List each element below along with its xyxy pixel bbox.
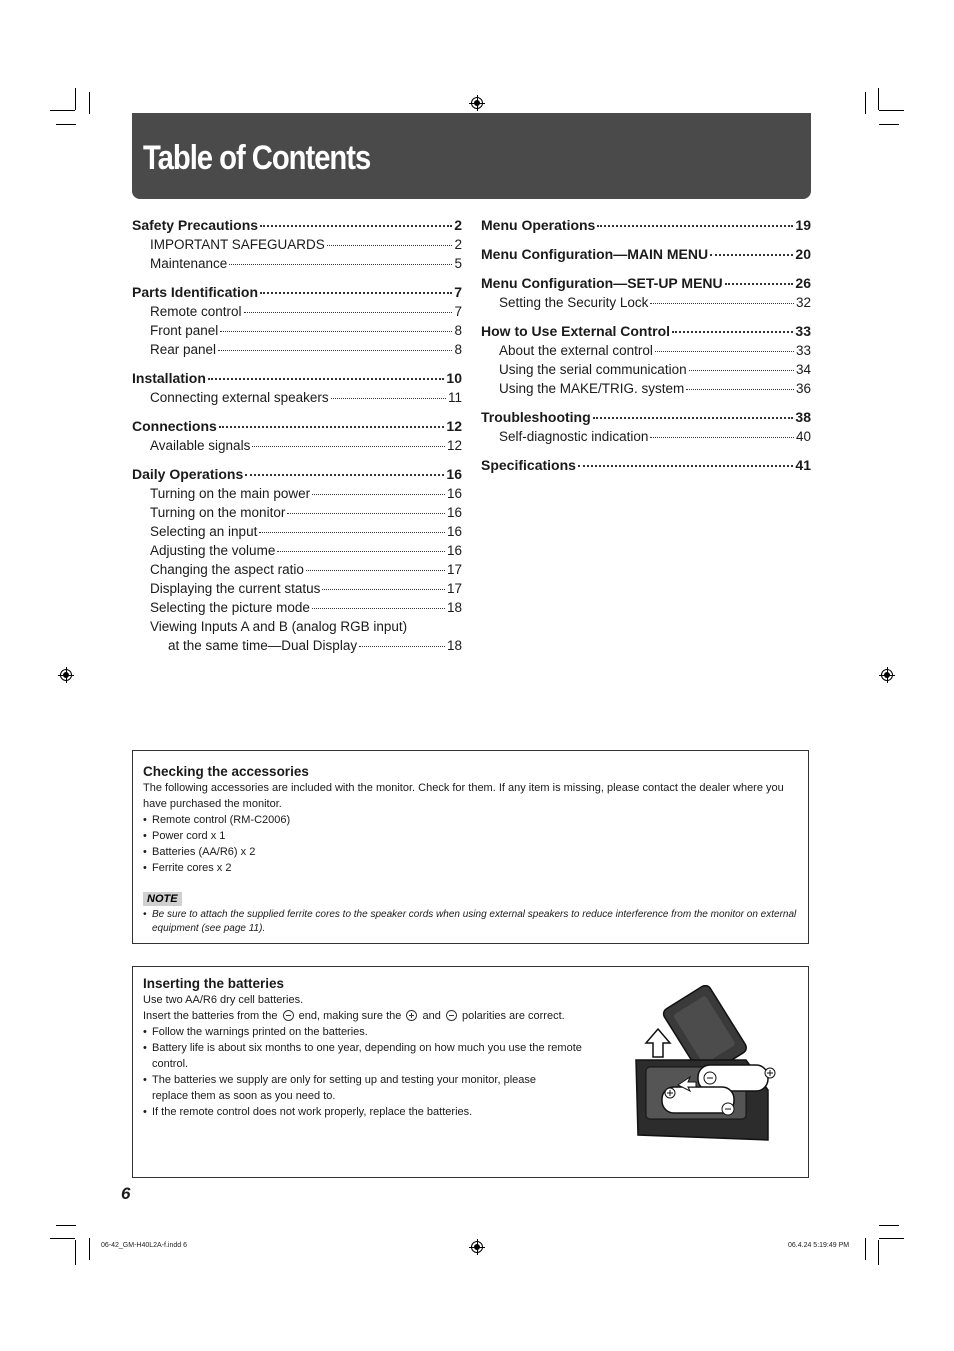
dot-leader: [593, 417, 794, 419]
toc-entry-page: 18: [446, 638, 462, 653]
toc-entry-page: 7: [454, 304, 462, 319]
dot-leader: [287, 513, 445, 514]
toc-heading[interactable]: [481, 456, 811, 475]
batteries-line2-part: polarities are correct.: [461, 1010, 565, 1022]
toc-entry-page: 16: [446, 505, 462, 520]
dot-leader: [672, 331, 793, 333]
list-item: • Remote control (RM-C2006): [143, 812, 798, 828]
toc-entry-page: 17: [446, 581, 462, 596]
toc-entry-label: Changing the aspect ratio: [150, 562, 304, 577]
toc-heading[interactable]: [481, 216, 811, 235]
toc-entry-page: 12: [446, 438, 462, 453]
toc-left-column: [132, 216, 462, 665]
toc-section: [481, 216, 811, 235]
toc-entry-page: 36: [795, 381, 811, 396]
toc-entry-page: 26: [795, 275, 811, 291]
toc-entry-page: 2: [454, 237, 462, 252]
toc-entry-page: 7: [454, 284, 462, 300]
registration-mark-icon: [471, 97, 483, 109]
footer-timestamp: 06.4.24 5:19:49 PM: [788, 1242, 850, 1249]
toc-entry[interactable]: [481, 379, 811, 398]
plus-icon: [406, 1010, 417, 1021]
toc-heading[interactable]: [481, 245, 811, 264]
toc-entry[interactable]: [132, 235, 462, 254]
batteries-line2-part: and: [422, 1010, 441, 1022]
dot-leader: [359, 646, 445, 647]
toc-heading[interactable]: [132, 465, 462, 484]
toc-entry[interactable]: [481, 341, 811, 360]
toc-entry-label: Menu Configuration—MAIN MENU: [481, 246, 709, 262]
toc-entry-label: Adjusting the volume: [150, 543, 276, 558]
dot-leader: [252, 446, 445, 447]
dot-leader: [578, 465, 794, 467]
toc-entry-label: Safety Precautions: [132, 217, 259, 233]
toc-entry-page: 33: [795, 323, 811, 339]
toc-entry-label: Maintenance: [150, 256, 228, 271]
toc-entry-label: Self-diagnostic indication: [499, 429, 649, 444]
toc-entry-page: 2: [454, 217, 462, 233]
toc-entry-label: Selecting the picture mode: [150, 600, 310, 615]
list-item: • Power cord x 1: [143, 828, 798, 844]
batteries-title: Inserting the batteries: [143, 976, 285, 991]
dot-leader: [655, 351, 794, 352]
toc-entry-label: Parts Identification: [132, 284, 259, 300]
toc-entry-label: Daily Operations: [132, 466, 244, 482]
batteries-list: [143, 1024, 613, 1120]
toc-entry-label: Viewing Inputs A and B (analog RGB input): [150, 619, 408, 634]
dot-leader: [277, 551, 445, 552]
toc-entry-page: 33: [795, 343, 811, 358]
toc-entry-page: 5: [454, 256, 462, 271]
toc-entry-label: IMPORTANT SAFEGUARDS: [150, 237, 325, 252]
dot-leader: [229, 264, 452, 265]
batteries-line2: [143, 1008, 613, 1024]
dot-leader: [218, 350, 452, 351]
toc-entry-page: 16: [446, 543, 462, 558]
toc-entry-page: 18: [446, 600, 462, 615]
toc-entry-page: 16: [446, 466, 462, 482]
dot-leader: [327, 245, 453, 246]
toc-entry-page: 12: [446, 418, 462, 434]
toc-entry[interactable]: [481, 427, 811, 446]
toc-entry[interactable]: [132, 503, 462, 522]
toc-entry-label: About the external control: [499, 343, 653, 358]
toc-entry-label: Turning on the monitor: [150, 505, 286, 520]
accessories-box: [132, 750, 809, 944]
toc-heading[interactable]: [132, 417, 462, 436]
dot-leader: [244, 312, 453, 313]
dot-leader: [686, 389, 794, 390]
toc-section: [132, 417, 462, 455]
toc-entry[interactable]: [132, 388, 462, 407]
toc-entry-label: Front panel: [150, 323, 219, 338]
toc-entry-page: 16: [446, 524, 462, 539]
toc-entry[interactable]: [132, 579, 462, 598]
toc-entry[interactable]: [132, 598, 462, 617]
remote-battery-illustration: [628, 985, 778, 1155]
toc-section: [132, 465, 462, 655]
toc-entry-page: 40: [795, 429, 811, 444]
toc-entry-label: Turning on the main power: [150, 486, 311, 501]
toc-section: [132, 369, 462, 407]
toc-entry-page: 20: [795, 246, 811, 262]
dot-leader: [725, 283, 794, 285]
toc-entry-label: Displaying the current status: [150, 581, 321, 596]
toc-entry[interactable]: [132, 254, 462, 273]
toc-entry-page: 32: [795, 295, 811, 310]
batteries-line1: Use two AA/R6 dry cell batteries.: [143, 994, 304, 1006]
dot-leader: [260, 225, 452, 227]
toc-section: [481, 322, 811, 398]
toc-heading[interactable]: [132, 283, 462, 302]
toc-entry[interactable]: [481, 293, 811, 312]
toc-entry-page: 16: [446, 486, 462, 501]
dot-leader: [260, 292, 452, 294]
toc-entry-label: Troubleshooting: [481, 409, 591, 425]
toc-entry-page: 19: [795, 217, 811, 233]
page-title: Table of Contents: [143, 139, 371, 177]
dot-leader: [245, 474, 444, 476]
batteries-line2-part: Insert the batteries from the: [143, 1010, 278, 1022]
toc-entry-label: Specifications: [481, 457, 576, 473]
toc-entry-label: Selecting an input: [150, 524, 258, 539]
toc-heading[interactable]: [132, 216, 462, 235]
toc-entry-label: Connecting external speakers: [150, 390, 329, 405]
toc-entry[interactable]: [132, 484, 462, 503]
toc-right-column: [481, 216, 811, 485]
toc-entry-label: Setting the Security Lock: [499, 295, 649, 310]
dot-leader: [710, 254, 793, 256]
accessories-title: Checking the accessories: [143, 764, 309, 779]
toc-entry[interactable]: [132, 340, 462, 359]
dot-leader: [312, 494, 445, 495]
toc-section: [481, 245, 811, 264]
toc-section: [132, 283, 462, 359]
list-item: • Battery life is about six months to one year, depending on how much you use the remote control.: [143, 1040, 592, 1072]
toc-section: [481, 274, 811, 312]
dot-leader: [597, 225, 793, 227]
toc-entry[interactable]: [132, 560, 462, 579]
list-item: • Batteries (AA/R6) x 2: [143, 844, 798, 860]
minus-icon: [283, 1010, 294, 1021]
registration-mark-icon: [471, 1241, 483, 1253]
dot-leader: [689, 370, 794, 371]
dot-leader: [306, 570, 445, 571]
list-item: • If the remote control does not work properly, replace the batteries.: [143, 1104, 613, 1120]
toc-entry-label: Menu Operations: [481, 217, 596, 233]
registration-mark-icon: [60, 669, 72, 681]
toc-entry-label: Using the serial communication: [499, 362, 687, 377]
toc-entry-label: Remote control: [150, 304, 242, 319]
toc-section: [481, 456, 811, 475]
toc-section: [481, 408, 811, 446]
dot-leader: [650, 437, 794, 438]
dot-leader: [331, 398, 446, 399]
toc-entry-page: 34: [795, 362, 811, 377]
toc-entry[interactable]: [132, 321, 462, 340]
minus-icon: [446, 1010, 457, 1021]
toc-entry[interactable]: [132, 302, 462, 321]
toc-entry-label: Connections: [132, 418, 217, 434]
toc-heading[interactable]: [132, 369, 462, 388]
toc-heading[interactable]: [481, 408, 811, 427]
toc-entry-page: 38: [795, 409, 811, 425]
page-number: 6: [121, 1184, 131, 1203]
toc-entry-page: 8: [454, 342, 462, 357]
toc-entry-label: Menu Configuration—SET-UP MENU: [481, 275, 723, 291]
toc-entry-label: Installation: [132, 370, 206, 386]
dot-leader: [322, 589, 445, 590]
toc-entry-page: 11: [447, 390, 462, 405]
toc-entry[interactable]: [132, 522, 462, 541]
batteries-line2-part: end, making sure the: [298, 1010, 402, 1022]
toc-section: [132, 216, 462, 273]
toc-entry-label: Using the MAKE/TRIG. system: [499, 381, 685, 396]
list-item: • Ferrite cores x 2: [143, 860, 798, 876]
toc-entry-page: 41: [795, 457, 811, 473]
list-item: • Follow the warnings printed on the batteries.: [143, 1024, 613, 1040]
note-list: [143, 908, 798, 936]
toc-entry-label: Available signals: [150, 438, 251, 453]
dot-leader: [208, 378, 445, 380]
toc-entry-page: 17: [446, 562, 462, 577]
title-banner: [132, 113, 811, 199]
toc-entry-label: Rear panel: [150, 342, 217, 357]
note-label: NOTE: [143, 892, 182, 906]
toc-entry[interactable]: [481, 360, 811, 379]
dot-leader: [312, 608, 445, 609]
dot-leader: [259, 532, 445, 533]
toc-entry-label: How to Use External Control: [481, 323, 671, 339]
toc-heading[interactable]: [481, 274, 811, 293]
toc-heading[interactable]: [481, 322, 811, 341]
accessories-list: [143, 812, 798, 876]
list-item: • The batteries we supply are only for setting up and testing your monitor, please replace them as soon as you need to.: [143, 1072, 572, 1104]
toc-entry-label: at the same time—Dual Display: [168, 638, 358, 653]
dot-leader: [219, 426, 445, 428]
toc-entry-page: 10: [446, 370, 462, 386]
toc-entry[interactable]: [132, 541, 462, 560]
toc-entry[interactable]: [132, 636, 462, 655]
toc-entry[interactable]: [132, 436, 462, 455]
toc-entry-page: 8: [454, 323, 462, 338]
note-text: • Be sure to attach the supplied ferrite cores to the speaker cords when using external speakers to reduce interference from the monitor on external equipment (see page 11).: [143, 908, 798, 936]
dot-leader: [220, 331, 452, 332]
toc-entry[interactable]: [132, 617, 462, 636]
dot-leader: [650, 303, 794, 304]
registration-mark-icon: [881, 669, 893, 681]
footer-filename: 06-42_GM-H40L2A-f.indd 6: [101, 1242, 187, 1249]
accessories-intro: The following accessories are included with the monitor. Check for them. If any item is missing, please contact the dealer where you have purchased the monitor.: [143, 782, 784, 810]
